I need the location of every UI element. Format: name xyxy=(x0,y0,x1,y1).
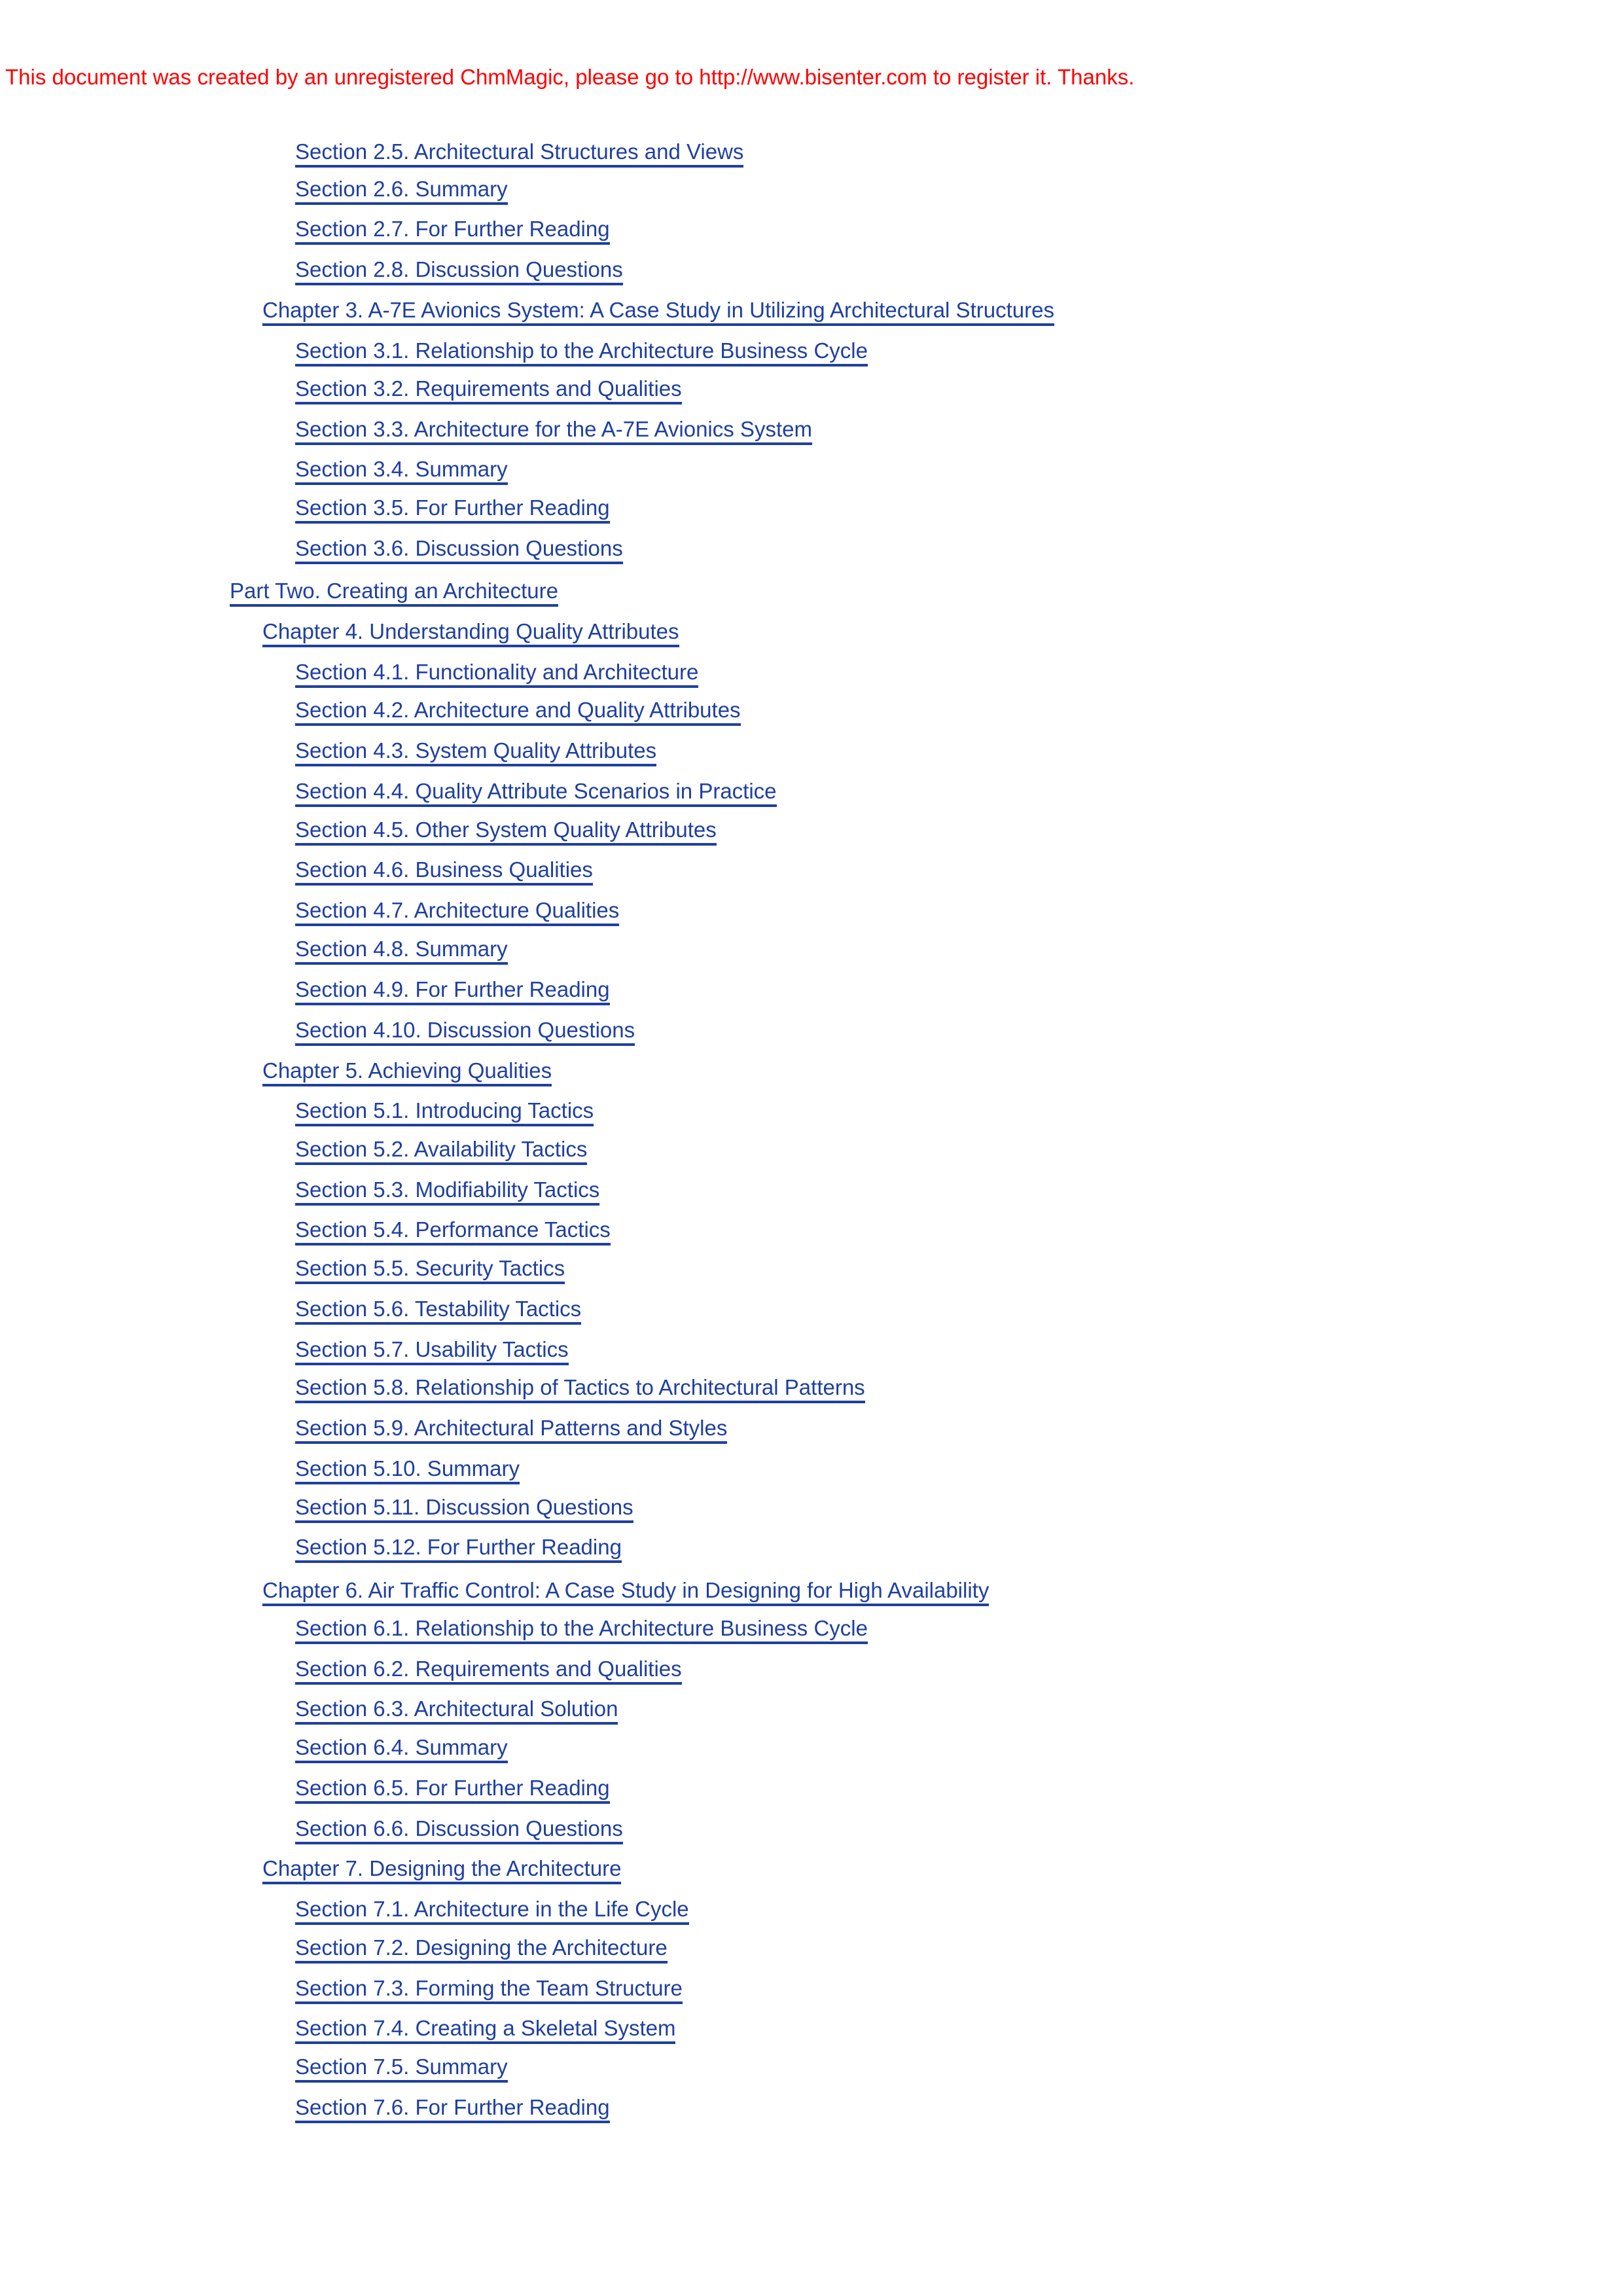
toc-entry-section xyxy=(295,1098,594,1130)
toc-link-section[interactable]: Section 4.7. Architecture Qualities xyxy=(295,897,619,926)
toc-link-section[interactable]: Section 7.2. Designing the Architecture xyxy=(295,1935,668,1964)
toc-link-section[interactable]: Section 3.5. For Further Reading xyxy=(295,495,610,524)
toc-entry-section xyxy=(295,1775,610,1807)
toc-link-section[interactable]: Section 3.1. Relationship to the Architecture Business Cycle xyxy=(295,338,868,367)
toc-link-section[interactable]: Section 6.2. Requirements and Qualities xyxy=(295,1656,682,1685)
toc-link-section[interactable]: Section 4.3. System Quality Attributes xyxy=(295,738,656,766)
toc-entry-section xyxy=(295,1296,581,1328)
toc-link-section[interactable]: Section 5.3. Modifiability Tactics xyxy=(295,1177,599,1206)
toc-entry-section xyxy=(295,817,717,849)
toc-link-section[interactable]: Section 5.6. Testability Tactics xyxy=(295,1296,581,1325)
toc-entry-section xyxy=(295,1136,587,1168)
toc-entry-section xyxy=(295,1255,565,1287)
toc-link-section[interactable]: Section 7.4. Creating a Skeletal System xyxy=(295,2015,675,2044)
toc-link-section[interactable]: Section 5.5. Security Tactics xyxy=(295,1255,565,1284)
unregistered-notice: This document was created by an unregistered ChmMagic, please go to http://www.bisenter.com to register it. Thanks. xyxy=(5,65,1135,89)
toc-link-section[interactable]: Section 5.9. Architectural Patterns and Styles xyxy=(295,1415,727,1444)
toc-link-section[interactable]: Section 2.6. Summary xyxy=(295,176,508,205)
toc-link-section[interactable]: Section 2.5. Architectural Structures and Views xyxy=(295,139,743,168)
toc-link-section[interactable]: Section 5.12. For Further Reading xyxy=(295,1534,622,1563)
toc-entry-section xyxy=(295,338,868,370)
toc-link-section[interactable]: Section 3.3. Architecture for the A-7E Avionics System xyxy=(295,416,812,445)
toc-entry-section xyxy=(295,897,619,929)
toc-entry-section xyxy=(295,1935,668,1967)
toc-link-section[interactable]: Section 7.6. For Further Reading xyxy=(295,2094,610,2123)
toc-entry-section xyxy=(295,1615,868,1647)
toc-entry-section xyxy=(295,738,656,770)
toc-entry-section xyxy=(295,1017,635,1049)
toc-entry-section xyxy=(295,1816,623,1848)
toc-link-section[interactable]: Section 5.11. Discussion Questions xyxy=(295,1494,633,1523)
toc-entry-chapter xyxy=(262,1577,989,1609)
toc-entry-section xyxy=(295,1734,508,1767)
toc-entry-section xyxy=(295,176,508,208)
toc-link-chapter[interactable]: Chapter 5. Achieving Qualities xyxy=(262,1058,552,1086)
toc-link-section[interactable]: Section 4.6. Business Qualities xyxy=(295,857,593,886)
toc-link-section[interactable]: Section 6.1. Relationship to the Architecture Business Cycle xyxy=(295,1615,868,1644)
toc-entry-section xyxy=(295,456,508,488)
toc-link-section[interactable]: Section 5.2. Availability Tactics xyxy=(295,1136,587,1165)
toc-entry-section xyxy=(295,2094,610,2126)
toc-link-section[interactable]: Section 5.4. Performance Tactics xyxy=(295,1217,611,1246)
toc-link-section[interactable]: Section 4.10. Discussion Questions xyxy=(295,1017,635,1046)
toc-link-chapter[interactable]: Chapter 3. A-7E Avionics System: A Case Study in Utilizing Architectural Structures xyxy=(262,297,1054,326)
toc-entry-section xyxy=(295,778,777,810)
toc-entry-chapter xyxy=(262,1856,621,1888)
toc-entry-section xyxy=(295,2054,508,2086)
toc-entry-section xyxy=(295,1217,611,1249)
toc-entry-section xyxy=(295,376,682,408)
toc-entry-part xyxy=(230,578,558,610)
toc-link-section[interactable]: Section 4.9. For Further Reading xyxy=(295,977,610,1005)
toc-entry-section xyxy=(295,1177,599,1209)
toc-link-section[interactable]: Section 2.8. Discussion Questions xyxy=(295,257,623,285)
toc-link-section[interactable]: Section 6.5. For Further Reading xyxy=(295,1775,610,1804)
toc-link-section[interactable]: Section 4.4. Quality Attribute Scenarios in Practice xyxy=(295,778,777,807)
toc-entry-section xyxy=(295,1534,622,1566)
toc-entry-section xyxy=(295,416,812,448)
toc-entry-section xyxy=(295,1656,682,1688)
toc-link-section[interactable]: Section 5.10. Summary xyxy=(295,1456,520,1484)
toc-link-section[interactable]: Section 3.4. Summary xyxy=(295,456,508,485)
toc-entry-section xyxy=(295,697,741,729)
toc-link-section[interactable]: Section 5.7. Usability Tactics xyxy=(295,1336,569,1365)
toc-entry-section xyxy=(295,139,743,171)
toc-link-chapter[interactable]: Chapter 6. Air Traffic Control: A Case Study in Designing for High Availability xyxy=(262,1577,989,1606)
toc-entry-section xyxy=(295,659,698,691)
toc-link-section[interactable]: Section 6.6. Discussion Questions xyxy=(295,1816,623,1844)
toc-link-section[interactable]: Section 2.7. For Further Reading xyxy=(295,216,610,245)
toc-link-section[interactable]: Section 4.1. Functionality and Architecture xyxy=(295,659,698,688)
toc-link-section[interactable]: Section 5.8. Relationship of Tactics to Architectural Patterns xyxy=(295,1374,865,1403)
toc-entry-section xyxy=(295,1374,865,1407)
toc-entry-chapter xyxy=(262,619,679,651)
toc-link-chapter[interactable]: Chapter 7. Designing the Architecture xyxy=(262,1856,621,1884)
toc-entry-section xyxy=(295,1494,633,1526)
toc-link-section[interactable]: Section 7.5. Summary xyxy=(295,2054,508,2083)
toc-link-chapter[interactable]: Chapter 4. Understanding Quality Attributes xyxy=(262,619,679,647)
toc-entry-section xyxy=(295,1456,520,1488)
toc-entry-section xyxy=(295,495,610,527)
toc-entry-section xyxy=(295,857,593,889)
toc-entry-section xyxy=(295,2015,675,2047)
toc-link-section[interactable]: Section 3.6. Discussion Questions xyxy=(295,535,623,564)
toc-link-section[interactable]: Section 4.2. Architecture and Quality Attributes xyxy=(295,697,741,726)
toc-link-section[interactable]: Section 6.3. Architectural Solution xyxy=(295,1696,618,1725)
toc-link-section[interactable]: Section 3.2. Requirements and Qualities xyxy=(295,376,682,404)
toc-link-part[interactable]: Part Two. Creating an Architecture xyxy=(230,578,558,607)
toc-entry-section xyxy=(295,1696,618,1728)
toc-entry-section xyxy=(295,535,623,567)
toc-entry-section xyxy=(295,977,610,1009)
toc-link-section[interactable]: Section 4.5. Other System Quality Attributes xyxy=(295,817,717,846)
toc-link-section[interactable]: Section 7.3. Forming the Team Structure xyxy=(295,1975,683,2004)
toc-entry-chapter xyxy=(262,1058,552,1090)
toc-link-section[interactable]: Section 4.8. Summary xyxy=(295,936,508,965)
toc-link-section[interactable]: Section 5.1. Introducing Tactics xyxy=(295,1098,594,1126)
toc-entry-section xyxy=(295,936,508,968)
toc-link-section[interactable]: Section 6.4. Summary xyxy=(295,1734,508,1763)
toc-link-section[interactable]: Section 7.1. Architecture in the Life Cycle xyxy=(295,1896,689,1925)
toc-entry-section xyxy=(295,1336,569,1369)
toc-entry-section xyxy=(295,216,610,248)
toc-entry-section xyxy=(295,1896,689,1928)
toc-entry-section xyxy=(295,1415,727,1447)
toc-entry-chapter xyxy=(262,297,1054,329)
toc-entry-section xyxy=(295,257,623,289)
toc-entry-section xyxy=(295,1975,683,2007)
